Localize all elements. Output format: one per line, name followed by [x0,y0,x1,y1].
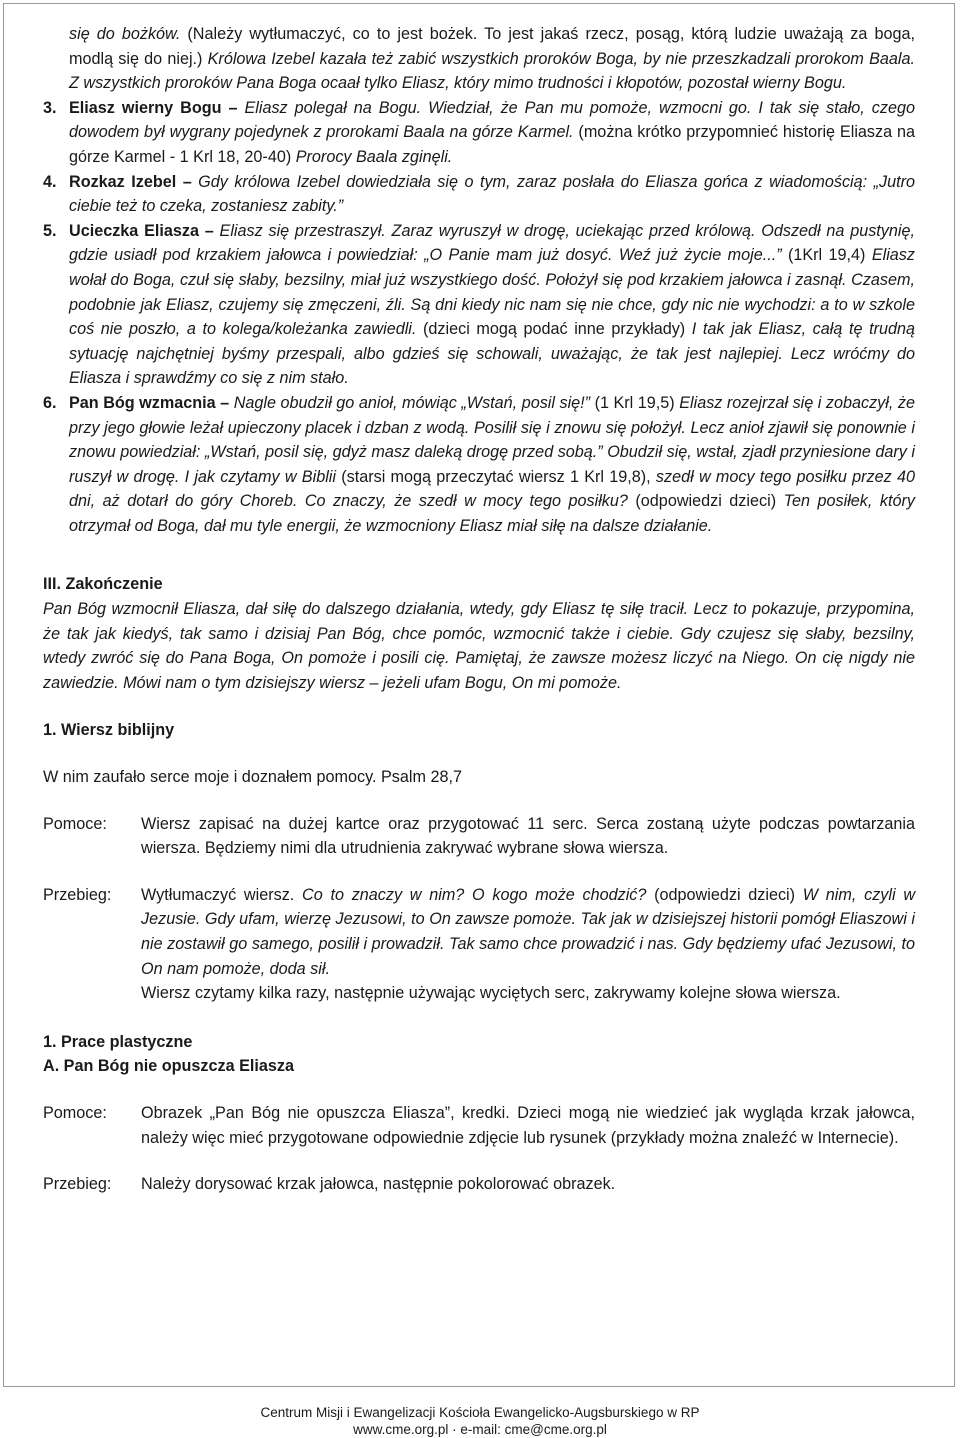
conclusion-text: Pan Bóg wzmocnił Eliasza, dał siłę do dalszego działania, wtedy, gdy Eliasz tę siłę tracił. Lecz to pokazuje, przypomina, że tak jak kiedyś, tak samo i dzisiaj Pan Bóg, chce pomóc, wzmocnić także i ciebie. Gdy czujesz się słaby, bezsilny, wtedy zwróć się do Pana Boga, On pomoże i posili cię. Pamiętaj, że zawsze możesz liczyć na Niego. On cię nigdy nie zawiedzie. Mówi nam o tym dzisiejszy wiersz – jeżeli ufam Bogu, On mi pomoże. [43,600,915,692]
verse-aids [43,812,915,861]
verse-course [43,883,915,1006]
section-heading: 1. Prace plastyczne [43,1032,193,1051]
verse-text: W nim zaufało serce moje i doznałem pomocy. Psalm 28,7 [43,768,462,787]
aids-text: Wiersz zapisać na dużej kartce oraz przygotować 11 serc. Serca zostaną użyte podczas powtarzania wiersza. Będziemy nimi dla utrudnienia zakrywać wybrane słowa wiersza. [141,814,915,858]
text-italic: Prorocy Baala zginęli. [295,147,453,166]
point-title: Eliasz wierny Bogu – [69,98,245,117]
point-3 [43,96,915,170]
crafts-aids [43,1101,915,1150]
point-title: Ucieczka Eliasza – [69,221,220,240]
text-note: (starsi mogą przeczytać wiersz 1 Krl 19,8), [335,467,656,486]
point-title: Pan Bóg wzmacnia – [69,393,234,412]
course-text [141,883,915,1006]
text-italic: Eliasz się przestraszył. Zaraz wyruszył w drogę, uciekając przed królową. Odszedł na pustynię, gdzie usiadł pod krzakiem jałowca i powiedział: „O Panie mam już dosyć. Weź już życie moje...” [69,221,915,265]
text-italic: szedł w mocy tego posiłku przez 40 dni, aż dotarł do góry Choreb. Co znaczy, że szedł w mocy tego posiłku? [69,467,915,511]
text-note: (1 Krl 19,5) [590,393,680,412]
story-section [43,22,915,538]
text-note: Wytłumaczyć wiersz. [141,885,303,904]
point-5 [43,219,915,391]
subsection-heading: A. Pan Bóg nie opuszcza Eliasza [43,1057,294,1076]
aids-label: Pomoce: [43,1103,107,1122]
verse-section [43,718,915,1005]
point-4 [43,170,915,219]
text-italic: Nagle obudził go anioł, mówiąc „Wstań, posil się!” [233,393,591,412]
text-note: (można krótko przypomnieć historię Eliasza na górze Karmel - 1 Krl 18, 20-40) [69,123,915,166]
course-label: Przebieg: [43,1175,112,1194]
point-number: 6. [43,393,57,412]
document-page [43,22,915,1197]
text-note: Wiersz czytamy kilka razy, następnie używając wyciętych serc, zakrywamy kolejne słowa wiersza. [141,984,841,1003]
page-footer [0,1404,960,1438]
text-note: (Należy wytłumaczyć, co to jest bożek. To jest jakaś rzecz, posąg, którą ludzie uważają za boga, modlą się do niej.) [69,25,915,68]
conclusion-section [43,572,915,695]
point-6 [43,391,915,539]
text-italic: Gdy królowa Izebel dowiedziała się o tym, zaraz posłała do Eliasza gońca z wiadomością: „Jutro ciebie też to czeka, zostaniesz zabity.” [69,172,915,216]
footer-contact: www.cme.org.pl · e-mail: cme@cme.org.pl [353,1422,607,1437]
section-heading: 1. Wiersz biblijny [43,721,175,740]
text-note: (odpowiedzi dzieci) [646,885,803,904]
text-italic: Ten posiłek, który otrzymał od Boga, dał mu tyle energii, że wzmocniony Eliasz miał siłę na dalsze działanie. [69,492,915,535]
course-text: Należy dorysować krzak jałowca, następnie pokolorować obrazek. [141,1175,616,1194]
text-italic: Co to znaczy w nim? O kogo może chodzić? [302,885,647,904]
text-italic: Eliasz rozejrzał się i zobaczył, że przy jego głowie leżał upieczony placek i dzban z wodą. Posilił się i znowu się położył. Lecz anioł zjawił się ponownie i znowu powiedział: „Wstań, posil się, gdyż masz daleką drogę przed sobą.” Obudził się, wstał, zjadł przyniesione dary i ruszył w drogę. I jak czytamy w Biblii [69,393,915,486]
course-label: Przebieg: [43,885,112,904]
text-note: (1Krl 19,4) [781,246,872,265]
crafts-section [43,1030,915,1197]
text-note: (odpowiedzi dzieci) [627,492,784,511]
text-italic: I tak jak Eliasz, całą tę trudną sytuację najchętniej byśmy przespali, albo gdzieś się schowali, uważając, że tak jest najlepiej. Lecz wróćmy do Eliasza i sprawdźmy co się z nim stało. [69,320,915,388]
text-italic: się do bożków. [69,25,181,43]
section-heading: III. Zakończenie [43,575,163,594]
text-note: (dzieci mogą podać inne przykłady) [416,320,692,339]
text-italic: W nim, czyli w Jezusie. Gdy ufam, wierzę Jezusowi, to On zawsze pomoże. Tak jak w dzisiejszej historii pomógł Eliaszowi i nie zostawił go samego, posilił i prowadził. Tak samo chce prowadzić i nas. Gdy będziemy ufać Jezusowi, to On nam pomoże, doda sił. [141,885,916,978]
text-italic: Królowa Izebel kazała też zabić wszystkich proroków Boga, by nie przeszkadzali prorokom Baala. Z wszystkich proroków Pana Boga ocaał tylko Eliasz, który mimo trudności i kłopotów, pozostał wierny Bogu. [69,49,915,93]
footer-organization: Centrum Misji i Ewangelizacji Kościoła Ewangelicko-Augsburskiego w RP [260,1405,700,1420]
text-italic: Eliasz wołał do Boga, czuł się słaby, bezsilny, miał już wszystkiego dość. Położył się pod krzakiem jałowca i zasnął. Czasem, podobnie jak Eliasz, czujemy się zmęczeni, źli. Są dni kiedy nic nam się nie chce, gdy nic nie wychodzi: a to w szkole coś nie poszło, a to kolega/koleżanka zawiedli. [69,246,915,339]
point-number: 5. [43,221,57,240]
point-number: 4. [43,172,57,191]
text-italic: Eliasz polegał na Bogu. Wiedział, że Pan mu pomoże, wzmocni go. I tak się stało, czego dowodem był wygrany pojedynek z prorokami Baala na górze Karmel. [69,98,915,142]
aids-text: Obrazek „Pan Bóg nie opuszcza Eliasza”, kredki. Dzieci mogą nie wiedzieć jak wygląda krzak jałowca, należy więc mieć przygotowane odpowiednie zdjęcie lub rysunek (przykłady można znaleźć w Internecie). [141,1103,915,1147]
aids-label: Pomoce: [43,814,107,833]
paragraph-idols [43,22,915,96]
crafts-course [43,1172,915,1197]
point-title: Rozkaz Izebel – [69,172,199,191]
point-number: 3. [43,98,57,117]
